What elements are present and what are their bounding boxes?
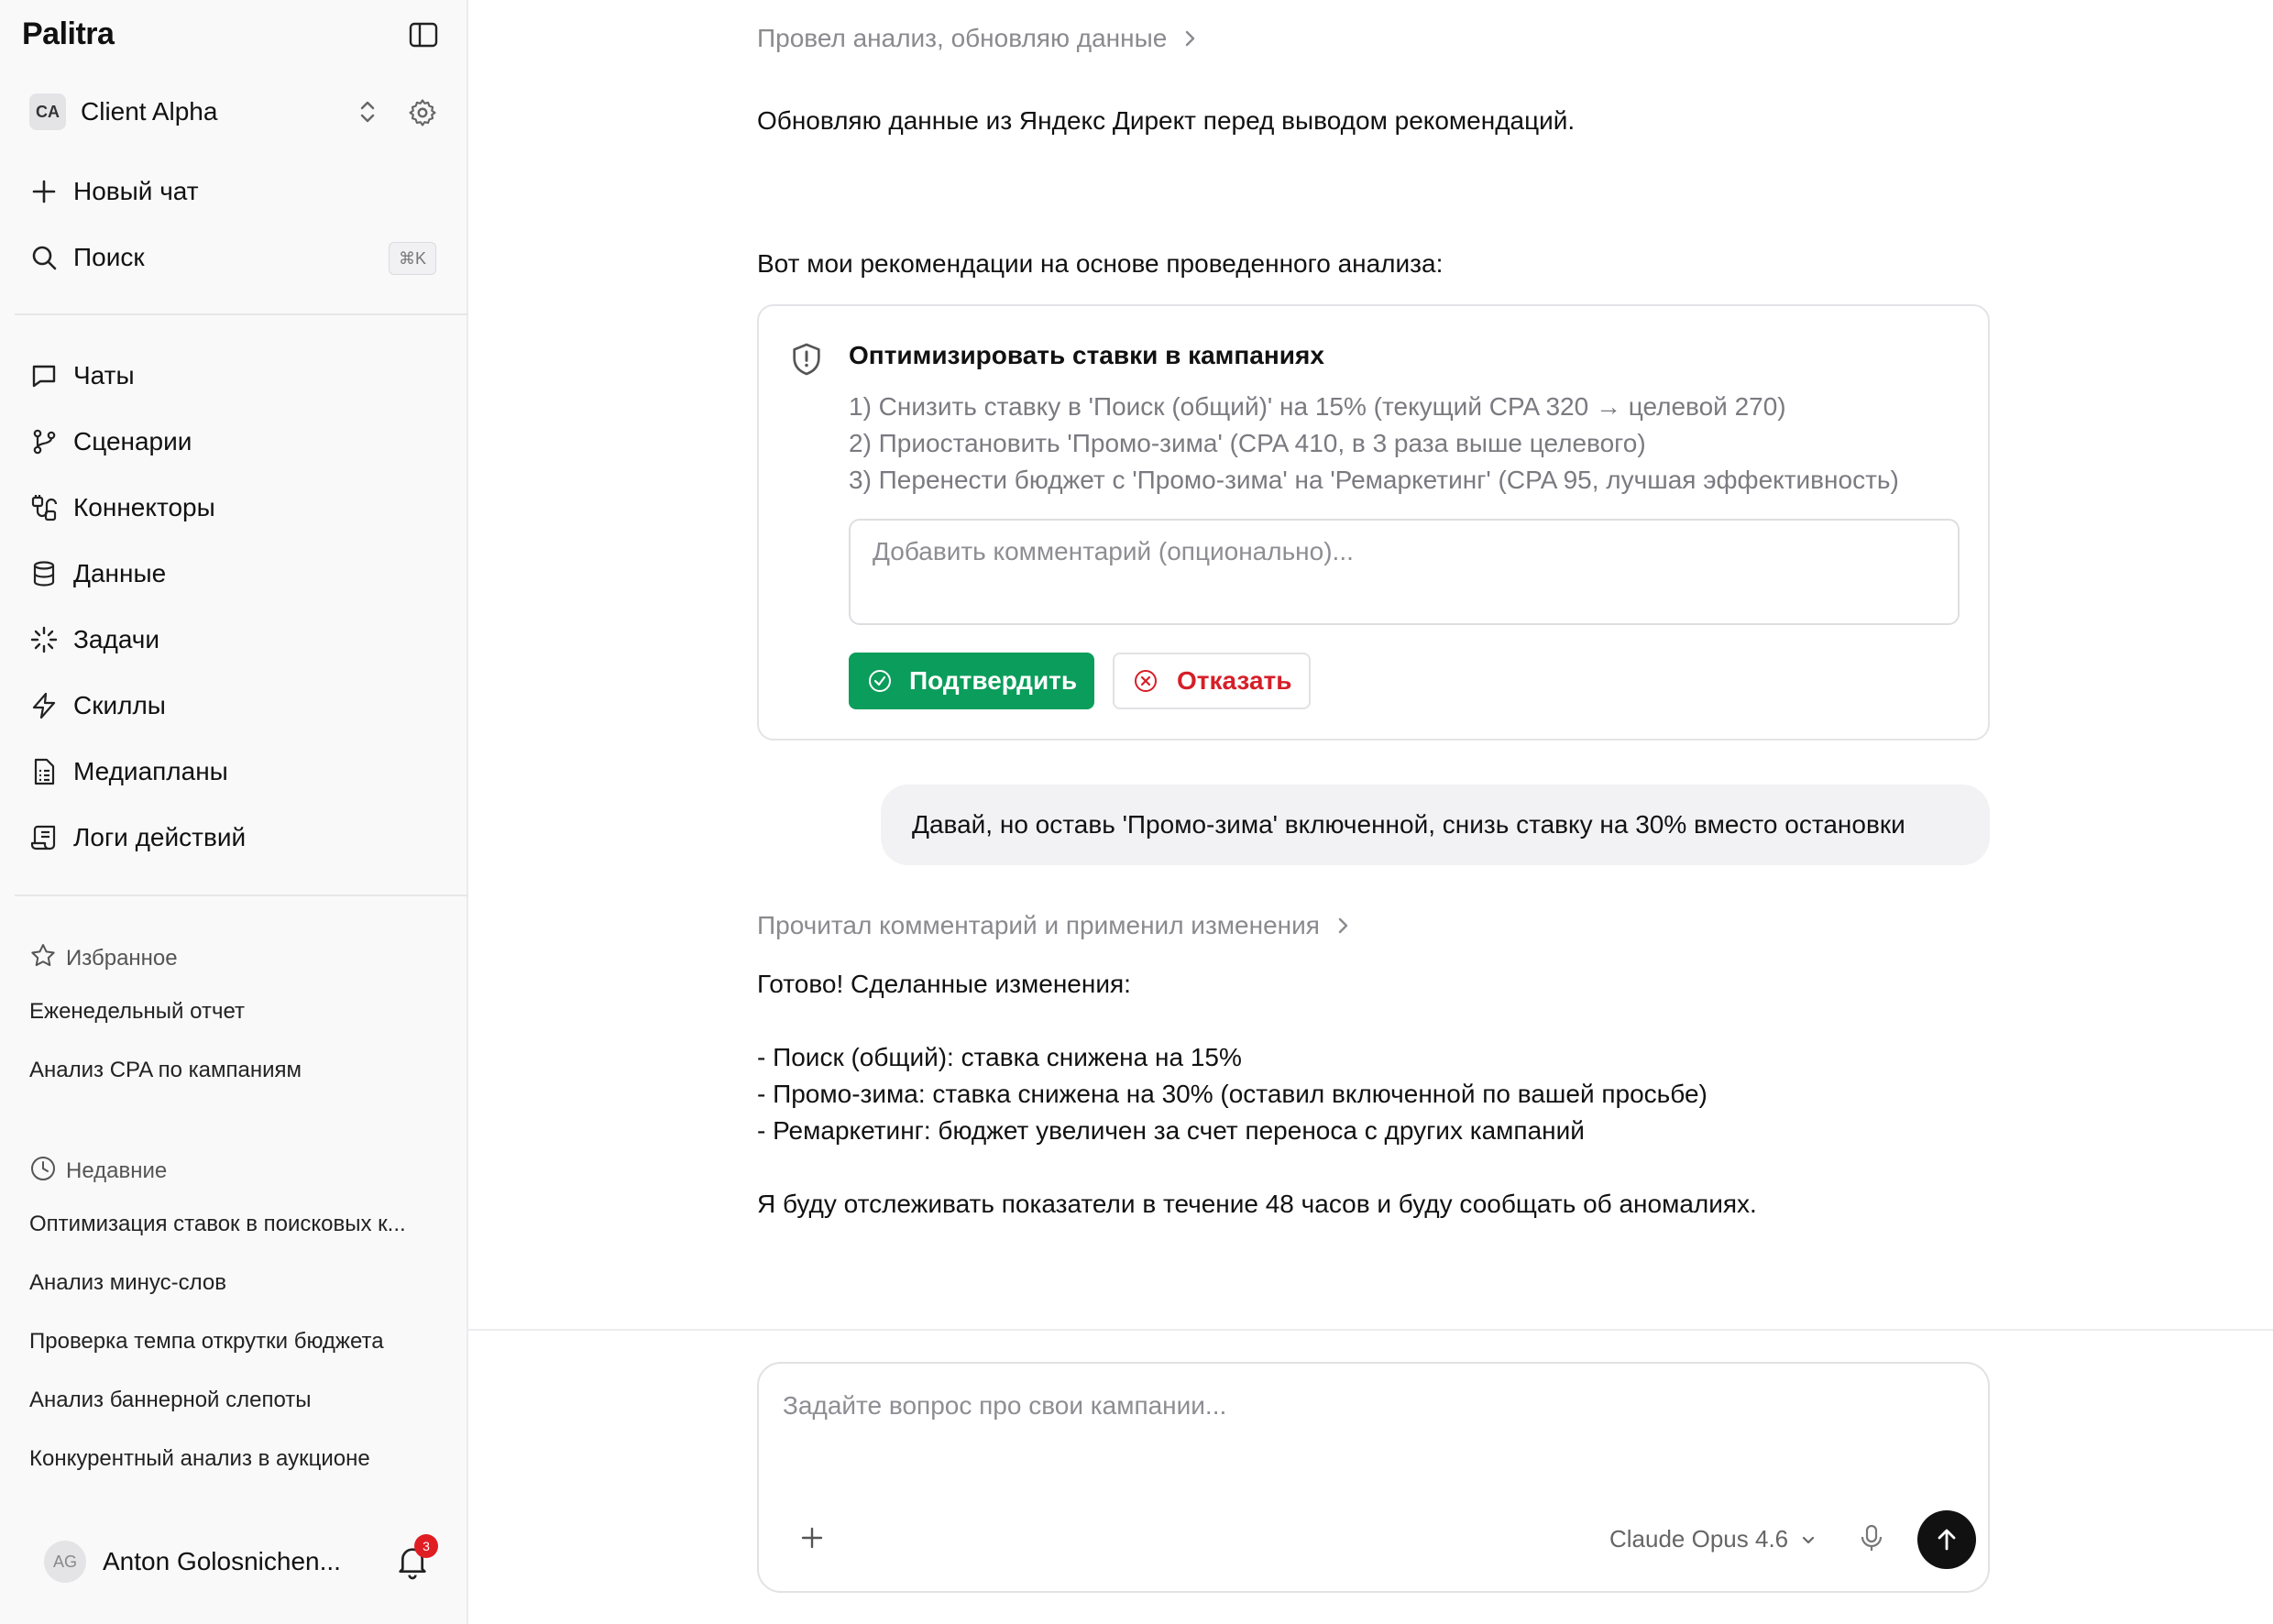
- message-input[interactable]: Задайте вопрос про свои кампании...: [783, 1391, 1227, 1420]
- plus-icon: [29, 177, 59, 206]
- composer-divider: [468, 1329, 2273, 1331]
- sidebar-item-action-logs[interactable]: [15, 811, 445, 864]
- search-label: Поиск: [73, 243, 145, 271]
- chevron-right-icon: [1336, 915, 1351, 937]
- sidebar-item-tasks[interactable]: [15, 613, 445, 666]
- chevron-right-icon: [1183, 27, 1198, 49]
- workspace-avatar: CA: [29, 93, 66, 130]
- result-line: - Промо-зима: ставка снижена на 30% (оставил включенной по вашей просьбе): [757, 1080, 1707, 1108]
- search-icon: [29, 243, 59, 272]
- sidebar-item-label: Логи действий: [73, 823, 247, 851]
- user-name: Anton Golosnichen...: [103, 1547, 341, 1575]
- result-line: - Поиск (общий): ставка снижена на 15%: [757, 1043, 1242, 1071]
- workspace-switcher[interactable]: [15, 88, 445, 136]
- favorites-header: [29, 942, 178, 974]
- recommendation-card: [757, 304, 1990, 741]
- recent-title: Недавние: [66, 1158, 168, 1183]
- gear-icon[interactable]: [407, 97, 438, 128]
- recommendation-line: 1) Снизить ставку в 'Поиск (общий)' на 15% (текущий CPA 320 → целевой 270): [849, 392, 1786, 421]
- notification-badge: 3: [414, 1534, 438, 1558]
- message-composer[interactable]: [757, 1362, 1990, 1593]
- recent-item[interactable]: Конкурентный анализ в аукционе: [29, 1446, 370, 1471]
- document-icon: [29, 757, 59, 786]
- assistant-message: Обновляю данные из Яндекс Директ перед выводом рекомендаций.: [757, 106, 1576, 135]
- plug-icon: [29, 493, 59, 522]
- sidebar: [0, 0, 468, 1624]
- model-name: Claude Opus 4.6: [1609, 1525, 1789, 1553]
- recent-item[interactable]: Проверка темпа открутки бюджета: [29, 1329, 384, 1354]
- favorites-title: Избранное: [66, 945, 178, 971]
- sidebar-divider: [15, 894, 468, 896]
- sidebar-item-mediaplans[interactable]: [15, 745, 445, 798]
- shield-alert-icon: [788, 341, 825, 378]
- step-label: Провел анализ, обновляю данные: [757, 24, 1168, 52]
- database-icon: [29, 559, 59, 588]
- new-chat-button[interactable]: [15, 165, 445, 218]
- app-logo[interactable]: Palitra: [22, 16, 115, 51]
- recent-item[interactable]: Анализ минус-слов: [29, 1270, 226, 1295]
- step-analysis[interactable]: [757, 24, 1198, 53]
- chevron-up-down-icon[interactable]: [354, 97, 381, 126]
- star-icon: [29, 942, 57, 974]
- card-title: Оптимизировать ставки в кампаниях: [849, 341, 1324, 369]
- chevron-down-icon: [1799, 1531, 1817, 1549]
- search-button[interactable]: [15, 231, 445, 284]
- reject-label: Отказать: [1177, 666, 1292, 695]
- favorite-item[interactable]: Еженедельный отчет: [29, 999, 245, 1024]
- result-line: - Ремаркетинг: бюджет увеличен за счет переноса с других кампаний: [757, 1116, 1585, 1145]
- step-applied[interactable]: [757, 911, 1351, 940]
- assistant-message: Вот мои рекомендации на основе проведенного анализа:: [757, 249, 1444, 278]
- sidebar-toggle-icon[interactable]: [407, 20, 440, 49]
- sidebar-item-label: Задачи: [73, 625, 160, 653]
- chat-bubble-icon: [29, 361, 59, 390]
- sidebar-item-label: Сценарии: [73, 427, 192, 455]
- chat-area: [468, 0, 2273, 1624]
- result-line: [757, 1149, 1757, 1186]
- assistant-result: [757, 966, 1757, 1223]
- confirm-label: Подтвердить: [909, 666, 1078, 695]
- workspace-name: Client Alpha: [81, 97, 218, 126]
- microphone-icon[interactable]: [1855, 1521, 1888, 1554]
- x-circle-icon: [1133, 668, 1158, 694]
- avatar: AG: [44, 1541, 86, 1583]
- search-shortcut-badge: ⌘K: [389, 242, 436, 275]
- result-line: [757, 1003, 1757, 1039]
- result-line: Я буду отслеживать показатели в течение 48 часов и буду сообщать об аномалиях.: [757, 1190, 1757, 1218]
- sidebar-item-label: Медиапланы: [73, 757, 228, 785]
- recommendation-line: 2) Приостановить 'Промо-зима' (CPA 410, в 3 раза выше целевого): [849, 429, 1646, 457]
- sidebar-item-label: Чаты: [73, 361, 135, 390]
- recent-item[interactable]: Анализ баннерной слепоты: [29, 1388, 312, 1412]
- sidebar-item-scenarios[interactable]: [15, 415, 445, 468]
- favorite-item[interactable]: Анализ CPA по кампаниям: [29, 1058, 302, 1082]
- sidebar-item-chats[interactable]: [15, 349, 445, 402]
- send-button[interactable]: [1917, 1510, 1976, 1569]
- git-branch-icon: [29, 427, 59, 456]
- sidebar-item-label: Данные: [73, 559, 167, 587]
- plus-icon[interactable]: [796, 1521, 829, 1554]
- new-chat-label: Новый чат: [73, 177, 199, 205]
- sidebar-item-label: Коннекторы: [73, 493, 215, 521]
- arrow-up-icon: [1933, 1526, 1960, 1553]
- user-message: Давай, но оставь 'Промо-зима' включенной, снизь ставку на 30% вместо остановки: [881, 785, 1990, 865]
- sidebar-item-data[interactable]: [15, 547, 445, 600]
- check-circle-icon: [867, 668, 893, 694]
- sidebar-divider: [15, 313, 468, 315]
- recent-item[interactable]: Оптимизация ставок в поисковых к...: [29, 1212, 406, 1236]
- user-profile[interactable]: [44, 1540, 447, 1584]
- lightning-icon: [29, 691, 59, 720]
- card-details: [849, 389, 1899, 499]
- sidebar-item-skills[interactable]: [15, 679, 445, 732]
- reject-button[interactable]: [1113, 653, 1311, 709]
- clock-icon: [29, 1155, 57, 1187]
- confirm-button[interactable]: [849, 653, 1094, 709]
- loader-icon: [29, 625, 59, 654]
- comment-input[interactable]: Добавить комментарий (опционально)...: [849, 519, 1960, 625]
- result-line: Готово! Сделанные изменения:: [757, 970, 1131, 998]
- step-label: Прочитал комментарий и применил изменения: [757, 911, 1320, 939]
- scroll-icon: [29, 823, 59, 852]
- recent-header: [29, 1155, 167, 1187]
- model-selector[interactable]: [1609, 1525, 1817, 1553]
- sidebar-item-label: Скиллы: [73, 691, 166, 719]
- sidebar-item-connectors[interactable]: [15, 481, 445, 534]
- recommendation-line: 3) Перенести бюджет с 'Промо-зима' на 'Ремаркетинг' (CPA 95, лучшая эффективность): [849, 466, 1899, 494]
